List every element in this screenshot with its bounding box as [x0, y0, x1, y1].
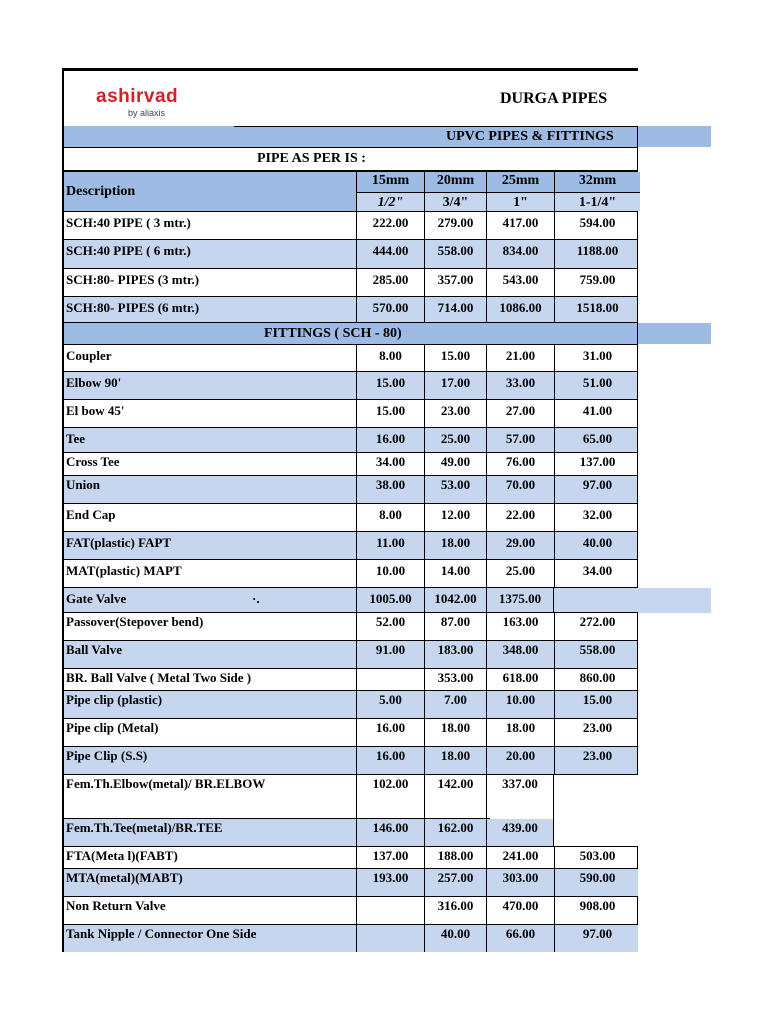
table-row — [62, 747, 638, 775]
row-value: 27.00 — [486, 400, 554, 427]
table-row — [62, 691, 638, 719]
row-value: 1042.00 — [424, 588, 486, 612]
row-value: 908.00 — [554, 897, 640, 924]
table-row — [62, 925, 638, 952]
table-row — [62, 669, 638, 691]
table-row — [62, 297, 638, 323]
table-row — [62, 897, 638, 925]
table-row — [62, 819, 638, 847]
header-inch-3: 1" — [486, 192, 554, 211]
row-value: 12.00 — [424, 504, 486, 531]
row-value: 594.00 — [554, 212, 640, 239]
row-value: 10.00 — [486, 691, 554, 718]
header-description: Description — [64, 172, 356, 211]
row-description: Pipe clip (plastic) — [66, 692, 163, 707]
row-value: 53.00 — [424, 476, 486, 503]
row-value: 11.00 — [356, 532, 424, 559]
table-row — [62, 588, 638, 613]
header-mm-3: 25mm — [486, 172, 554, 192]
row-mark: ·. — [252, 591, 260, 606]
row-value: 162.00 — [424, 819, 486, 847]
row-value: 49.00 — [424, 453, 486, 475]
row-value: 241.00 — [486, 847, 554, 868]
row-description: Gate Valve ·. — [66, 591, 260, 606]
row-value: 142.00 — [424, 775, 486, 819]
row-value: 1375.00 — [486, 588, 554, 612]
row-value: 503.00 — [554, 847, 640, 868]
row-description: Pipe clip (Metal) — [66, 720, 159, 735]
row-value: 76.00 — [486, 453, 554, 475]
row-value: 7.00 — [424, 691, 486, 718]
table-row — [62, 613, 638, 641]
table-row — [62, 847, 638, 869]
row-value: 91.00 — [356, 641, 424, 668]
row-value — [554, 775, 640, 819]
row-value: 40.00 — [554, 532, 640, 559]
row-value: 66.00 — [486, 925, 554, 952]
row-value: 65.00 — [554, 428, 640, 452]
table-row — [62, 400, 638, 428]
row-value: 8.00 — [356, 345, 424, 371]
row-value: 303.00 — [486, 869, 554, 896]
row-value: 34.00 — [554, 560, 640, 587]
row-value: 51.00 — [554, 372, 640, 399]
header-mm-1: 15mm — [356, 172, 424, 192]
row-value: 15.00 — [424, 345, 486, 371]
company-name: DURGA PIPES — [500, 90, 608, 107]
row-value: 272.00 — [554, 613, 640, 640]
row-description: End Cap — [66, 507, 116, 522]
row-value: 163.00 — [486, 613, 554, 640]
row-value: 1188.00 — [554, 240, 640, 268]
row-value: 543.00 — [486, 269, 554, 296]
header-inch-1: 1/2" — [356, 192, 424, 211]
row-description: Non Return Valve — [66, 898, 166, 913]
row-description: Coupler — [66, 348, 112, 363]
row-value — [554, 588, 640, 612]
row-value: 33.00 — [486, 372, 554, 399]
row-value: 15.00 — [356, 400, 424, 427]
row-description: Union — [66, 477, 100, 492]
row-value: 618.00 — [486, 669, 554, 690]
row-value: 10.00 — [356, 560, 424, 587]
row-value: 834.00 — [486, 240, 554, 268]
row-description: SCH:40 PIPE ( 3 mtr.) — [66, 215, 191, 230]
header-mm-2: 20mm — [424, 172, 486, 192]
row-value: 558.00 — [424, 240, 486, 268]
row-value: 15.00 — [554, 691, 640, 718]
row-value: 32.00 — [554, 504, 640, 531]
row-value: 22.00 — [486, 504, 554, 531]
row-value: 15.00 — [356, 372, 424, 399]
table-row — [62, 344, 638, 372]
table-row — [62, 269, 638, 297]
row-value: 357.00 — [424, 269, 486, 296]
row-value: 16.00 — [356, 428, 424, 452]
table-row — [62, 532, 638, 560]
row-description: MTA(metal)(MABT) — [66, 870, 183, 885]
row-value: 14.00 — [424, 560, 486, 587]
row-value: 97.00 — [554, 476, 640, 503]
row-value: 8.00 — [356, 504, 424, 531]
row-value: 18.00 — [424, 719, 486, 746]
row-value — [356, 669, 424, 690]
row-value: 102.00 — [356, 775, 424, 819]
row-value: 183.00 — [424, 641, 486, 668]
row-value: 40.00 — [424, 925, 486, 952]
row-value: 316.00 — [424, 897, 486, 924]
row-value: 439.00 — [486, 819, 554, 847]
row-value: 29.00 — [486, 532, 554, 559]
row-description: Fem.Th.Elbow(metal)/ BR.ELBOW — [66, 776, 266, 791]
row-value: 444.00 — [356, 240, 424, 268]
row-value: 17.00 — [424, 372, 486, 399]
row-description: Tank Nipple / Connector One Side — [66, 926, 257, 941]
table-row — [62, 641, 638, 669]
row-description: Fem.Th.Tee(metal)/BR.TEE — [64, 819, 356, 847]
row-value: 285.00 — [356, 269, 424, 296]
table-row — [62, 453, 638, 476]
row-value: 16.00 — [356, 747, 424, 774]
table-row — [62, 476, 638, 504]
row-value: 222.00 — [356, 212, 424, 239]
row-description: SCH:40 PIPE ( 6 mtr.) — [66, 243, 191, 258]
row-value: 41.00 — [554, 400, 640, 427]
row-value: 348.00 — [486, 641, 554, 668]
row-description: Ball Valve — [66, 642, 122, 657]
row-value: 279.00 — [424, 212, 486, 239]
row-value: 1005.00 — [356, 588, 424, 612]
section-title: UPVC PIPES & FITTINGS — [446, 129, 614, 144]
row-value: 193.00 — [356, 869, 424, 896]
table-row — [62, 869, 638, 897]
row-value: 23.00 — [424, 400, 486, 427]
row-value: 5.00 — [356, 691, 424, 718]
row-description: BR. Ball Valve ( Metal Two Side ) — [66, 670, 252, 685]
row-value: 25.00 — [424, 428, 486, 452]
row-value: 470.00 — [486, 897, 554, 924]
logo-wordmark: ashirvad — [96, 86, 179, 107]
row-value: 38.00 — [356, 476, 424, 503]
table-row — [62, 504, 638, 532]
row-value: 1086.00 — [486, 297, 554, 322]
row-description: Passover(Stepover bend) — [66, 614, 204, 629]
row-value: 21.00 — [486, 345, 554, 371]
header-inch-2: 3/4" — [424, 192, 486, 211]
row-description: Tee — [66, 431, 86, 446]
ashirvad-logo — [96, 86, 226, 122]
header-inch-4: 1-1/4" — [554, 192, 640, 211]
row-value — [356, 925, 424, 952]
row-value: 558.00 — [554, 641, 640, 668]
row-description: Pipe Clip (S.S) — [66, 748, 148, 763]
row-value: 417.00 — [486, 212, 554, 239]
row-value: 23.00 — [554, 747, 640, 774]
logo-subtitle: by aliaxis — [128, 108, 166, 118]
row-value: 337.00 — [486, 775, 554, 819]
pipe-standard: PIPE AS PER IS : — [257, 151, 366, 166]
row-value: 18.00 — [424, 532, 486, 559]
row-description: MAT(plastic) MAPT — [66, 563, 182, 578]
row-value: 18.00 — [424, 747, 486, 774]
row-value: 137.00 — [554, 453, 640, 475]
row-value: 16.00 — [356, 719, 424, 746]
row-value: 137.00 — [356, 847, 424, 868]
row-value: 570.00 — [356, 297, 424, 322]
row-value — [356, 897, 424, 924]
row-value: 257.00 — [424, 869, 486, 896]
table-row — [62, 775, 638, 819]
table-row — [62, 560, 638, 588]
row-value: 20.00 — [486, 747, 554, 774]
row-value: 188.00 — [424, 847, 486, 868]
table-row — [62, 719, 638, 747]
row-value: 714.00 — [424, 297, 486, 322]
row-description: FTA(Meta l)(FABT) — [66, 848, 178, 863]
row-description: El bow 45' — [66, 403, 125, 418]
row-value: 860.00 — [554, 669, 640, 690]
row-description: SCH:80- PIPES (6 mtr.) — [66, 300, 200, 315]
row-value: 31.00 — [554, 345, 640, 371]
row-value: 57.00 — [486, 428, 554, 452]
table-row — [62, 428, 638, 453]
row-value: 590.00 — [554, 869, 640, 896]
row-value: 52.00 — [356, 613, 424, 640]
row-value: 87.00 — [424, 613, 486, 640]
fittings-title: FITTINGS ( SCH - 80) — [264, 326, 402, 341]
table-row — [62, 240, 638, 269]
row-value: 1518.00 — [554, 297, 640, 322]
row-value: 18.00 — [486, 719, 554, 746]
header-mm-4: 32mm — [554, 172, 640, 192]
row-value: 146.00 — [356, 819, 424, 847]
row-value: 353.00 — [424, 669, 486, 690]
table-row — [62, 372, 638, 400]
table-header — [62, 170, 638, 212]
row-value: 70.00 — [486, 476, 554, 503]
row-description: Cross Tee — [66, 454, 120, 469]
row-value — [554, 819, 640, 847]
row-value: 97.00 — [554, 925, 640, 952]
table-row — [62, 212, 638, 240]
row-value: 23.00 — [554, 719, 640, 746]
row-description: SCH:80- PIPES (3 mtr.) — [66, 272, 200, 287]
row-value: 759.00 — [554, 269, 640, 296]
row-description: Elbow 90' — [66, 375, 122, 390]
row-value: 25.00 — [486, 560, 554, 587]
row-description: FAT(plastic) FAPT — [66, 535, 172, 550]
row-value: 34.00 — [356, 453, 424, 475]
